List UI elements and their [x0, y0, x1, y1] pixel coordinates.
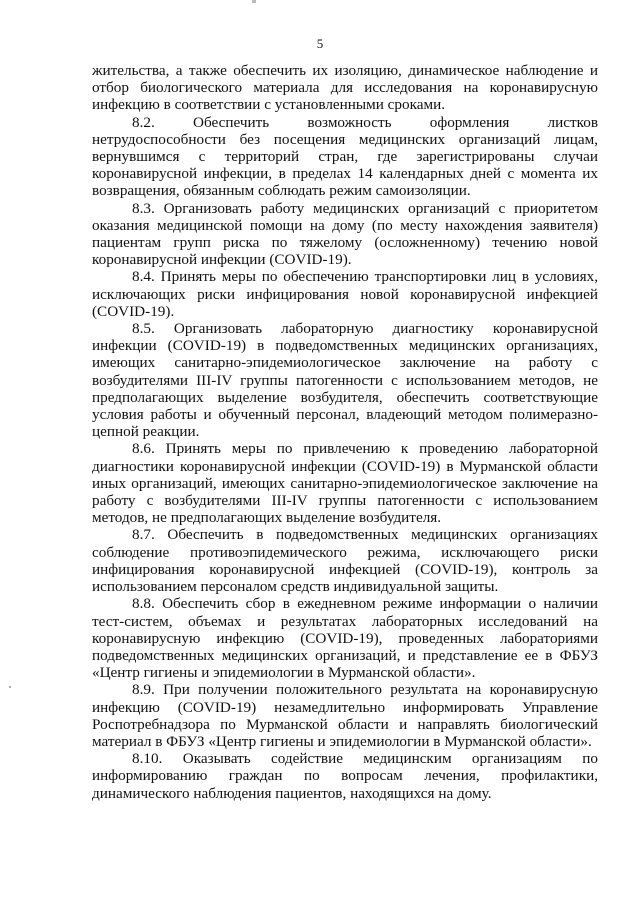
paragraph-8-4: 8.4. Принять меры по обеспечению транспортировки лиц в условиях, исключающих риски инфицирования новой коронавирусной инфекцией (COVID-19).: [92, 268, 598, 320]
paragraph-8-3: 8.3. Организовать работу медицинских организаций с приоритетом оказания медицинской помощи на дому (по месту нахождения заявителя) пациентам групп риска по тяжелому (осложненному) течению новой коронавирусной инфекции (COVID-19).: [92, 199, 598, 269]
paragraph-continuation: жительства, а также обеспечить их изоляцию, динамическое наблюдение и отбор биологического материала для исследования на коронавирусную инфекцию в соответствии с установленными сроками.: [92, 62, 598, 114]
paragraph-8-6: 8.6. Принять меры по привлечению к проведению лабораторной диагностики коронавирусной инфекции (COVID-19) в Мурманской области иных организаций, имеющих санитарно-эпидемиологическое заключение на работу с возбудителями III-IV группы патогенности с использованием методов, не предполагающих выделение возбудителя.: [92, 440, 598, 527]
document-body: [92, 62, 598, 802]
page-number: 5: [316, 36, 324, 51]
paragraph-8-2: 8.2. Обеспечить возможность оформления листков нетрудоспособности без посещения медицинских организаций лицам, вернувшимся с территорий стран, где зарегистрированы случаи коронавирусной инфекции, в пределах 14 календарных дней с момента их возвращения, обязанным соблюдать режим самоизоляции.: [92, 113, 598, 200]
paragraph-8-5: 8.5. Организовать лабораторную диагностику коронавирусной инфекции (COVID-19) в подведомственных медицинских организациях, имеющих санитарно-эпидемиологическое заключение на работу с возбудителями III-IV группы патогенности с использованием методов, не предполагающих выделение возбудителя, обеспечить соответствующие условия работы и обученный персонал, владеющий методом полимеразно-цепной реакции.: [92, 320, 598, 441]
paragraph-8-9: 8.9. При получении положительного результата на коронавирусную инфекцию (COVID-19) незамедлительно информировать Управление Роспотребнадзора по Мурманской области и направлять биологический материал в ФБУЗ «Центр гигиены и эпидемиологии в Мурманской области».: [92, 681, 598, 750]
scan-artifact: [252, 0, 256, 3]
paragraph-8-8: 8.8. Обеспечить сбор в ежедневном режиме информации о наличии тест-систем, объемах и результатах лабораторных исследований на коронавирусную инфекцию (COVID-19), проведенных лабораториями подведомственных медицинских организаций, и представление ее в ФБУЗ «Центр гигиены и эпидемиологии в Мурманской области».: [92, 595, 598, 682]
paragraph-8-7: 8.7. Обеспечить в подведомственных медицинских организациях соблюдение противоэпидемического режима, исключающего риски инфицирования коронавирусной инфекцией (COVID-19), контроль за использованием персоналом средств индивидуальной защиты.: [92, 526, 598, 596]
paragraph-8-10: 8.10. Оказывать содействие медицинским организациям по информированию граждан по вопросам лечения, профилактики, динамического наблюдения пациентов, находящихся на дому.: [92, 750, 598, 802]
scan-artifact: [9, 686, 11, 688]
